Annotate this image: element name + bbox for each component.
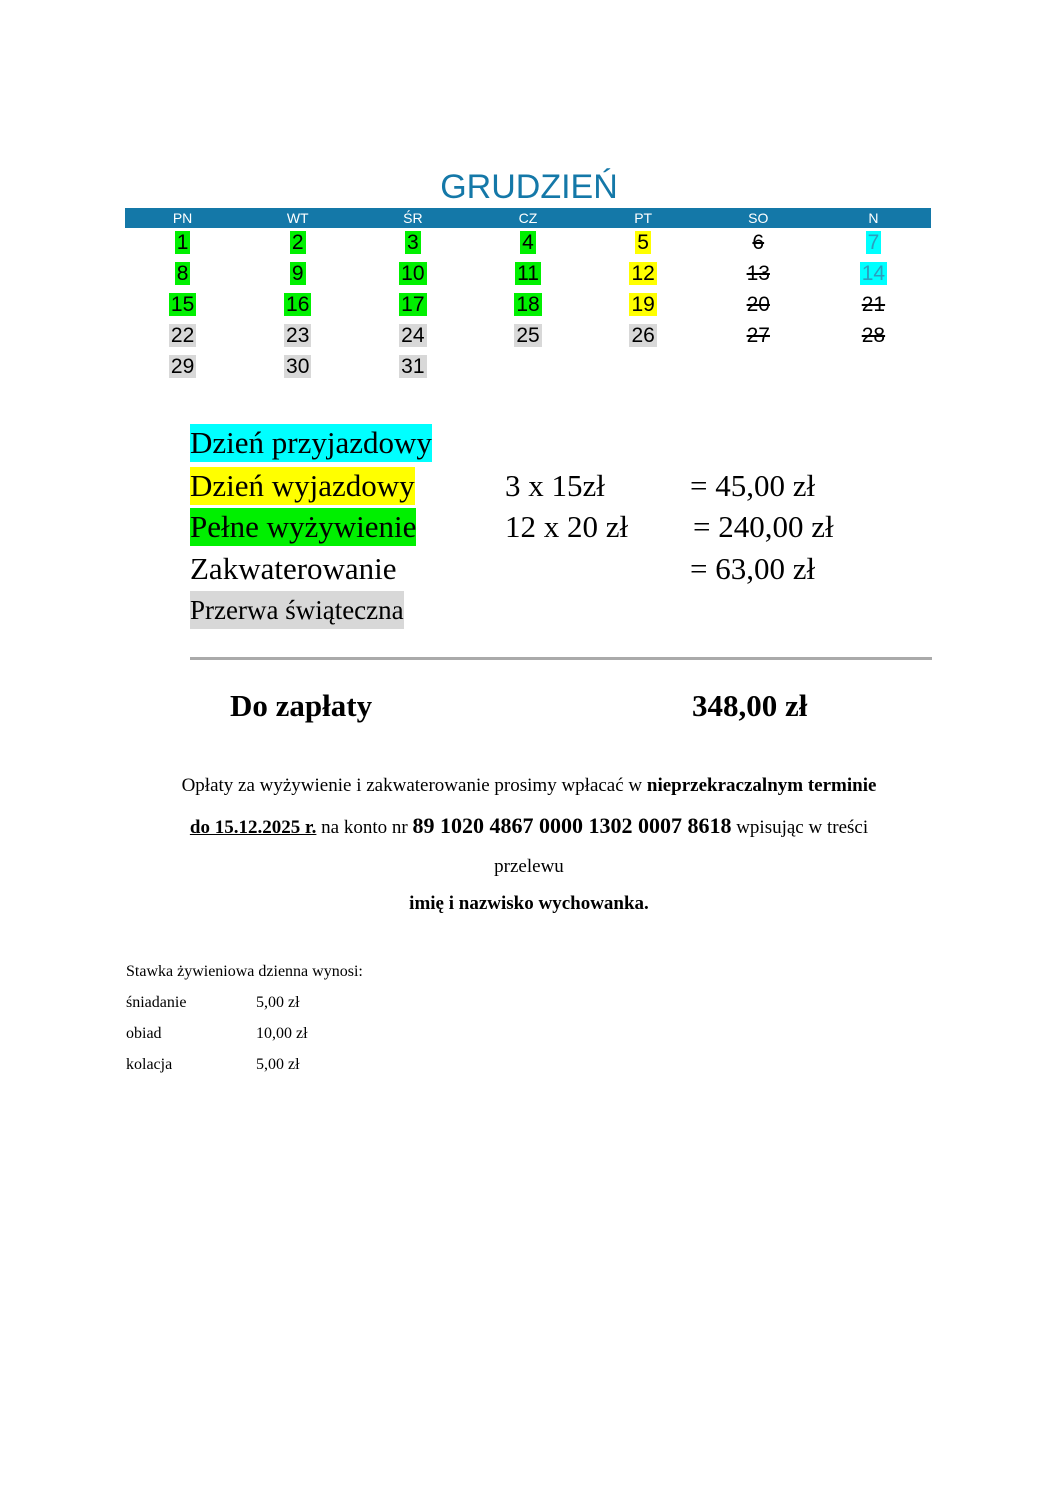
calendar-day (240, 259, 355, 290)
calendar-day (586, 290, 701, 321)
calendar-day-number: 30 (286, 355, 310, 378)
calendar-day-number: 15 (170, 293, 195, 316)
calendar-day-number: 13 (746, 262, 770, 285)
total-label: Do zapłaty (230, 688, 373, 723)
rate-row (126, 1055, 363, 1086)
weekday-wed: ŚR (403, 210, 423, 226)
calendar-day-number: 7 (867, 231, 880, 254)
legend-arrival-label: Dzień przyjazdowy (190, 425, 432, 460)
calendar-day (701, 259, 816, 290)
calendar-day (816, 352, 931, 383)
weekday-mon: PN (172, 210, 193, 226)
account-number: 89 1020 4867 0000 1302 0007 8618 (412, 813, 732, 838)
calendar-day (240, 228, 355, 259)
rate-row (126, 1024, 363, 1055)
calendar-day-number: 3 (407, 231, 419, 254)
calendar-day-number: 5 (637, 231, 649, 254)
calendar-day-number: 18 (516, 293, 540, 316)
calendar-day-number: 28 (861, 324, 886, 347)
calendar-day-number: 11 (517, 262, 539, 285)
calendar-day (240, 321, 355, 352)
calendar-day-number: 14 (861, 262, 886, 285)
calendar-day-number: 23 (286, 324, 310, 347)
calendar-day-number: 17 (401, 293, 425, 316)
legend-accommodation-label: Zakwaterowanie (190, 551, 397, 586)
calendar-day (701, 352, 816, 383)
calendar-day (125, 290, 240, 321)
payment-deadline-date: do 15.12.2025 r. (189, 817, 317, 838)
calendar-title: GRUDZIEŃ (440, 168, 618, 206)
calendar-day (701, 321, 816, 352)
meal-rates (126, 962, 363, 1086)
meal-rates-title: Stawka żywieniowa dzienna wynosi: (126, 963, 363, 980)
calendar-day (355, 228, 470, 259)
weekday-header (125, 208, 931, 228)
legend-accommodation-result: = 63,00 zł (690, 551, 816, 586)
calendar-day (586, 352, 701, 383)
weekday-thu: CZ (518, 210, 538, 226)
calendar-day (816, 290, 931, 321)
calendar-week-row (125, 290, 931, 321)
calendar-day (125, 321, 240, 352)
calendar-day (816, 259, 931, 290)
calendar-day (240, 290, 355, 321)
calendar-day (470, 352, 585, 383)
account-prefix: na konto nr (316, 817, 413, 838)
calendar-week-row (125, 228, 931, 259)
weekday-sun: N (868, 210, 879, 226)
calendar-day-number: 6 (752, 231, 765, 254)
calendar-day (816, 321, 931, 352)
payment-info-line-4: imię i nazwisko wychowanka. (409, 893, 649, 914)
calendar-day (355, 321, 470, 352)
calendar-day (586, 259, 701, 290)
legend-departure-label: Dzień wyjazdowy (190, 468, 415, 503)
calendar-day-number: 4 (522, 231, 534, 254)
calendar-day-number: 27 (746, 324, 770, 347)
calendar-week-row (125, 321, 931, 352)
calendar-day-number: 29 (170, 355, 195, 378)
calendar-day (125, 259, 240, 290)
calendar-day (470, 228, 585, 259)
calendar-day (355, 259, 470, 290)
legend-full-board-label: Pełne wyżywienie (190, 509, 417, 544)
legend-departure-result: = 45,00 zł (690, 468, 816, 503)
calendar-day (355, 290, 470, 321)
calendar-day-number: 8 (176, 262, 189, 285)
calendar-day (470, 290, 585, 321)
legend-full-board-calc: 12 x 20 zł (505, 509, 629, 544)
calendar-day (470, 259, 585, 290)
calendar-day-number: 24 (401, 324, 425, 347)
calendar-week-row (125, 352, 931, 383)
calendar-day (816, 228, 931, 259)
calendar-day (701, 290, 816, 321)
weekday-sat: SO (748, 210, 769, 226)
calendar-grid (125, 228, 931, 383)
rate-price: 5,00 zł (256, 1056, 300, 1073)
rate-row (126, 993, 363, 1024)
summary-divider (190, 657, 932, 660)
weekday-tue: WT (286, 210, 309, 226)
total-value: 348,00 zł (692, 688, 808, 723)
calendar-day (240, 352, 355, 383)
payment-info-text: Opłaty za wyżywienie i zakwaterowanie prosimy wpłacać w (181, 775, 647, 796)
calendar-week-row (125, 259, 931, 290)
weekday-fri: PT (634, 210, 653, 226)
rate-name: śniadanie (126, 994, 187, 1011)
calendar-day (586, 228, 701, 259)
calendar-day-number: 2 (291, 231, 304, 254)
calendar-day (586, 321, 701, 352)
calendar-day-number: 10 (401, 262, 425, 285)
payment-info-line-2 (0, 813, 1058, 839)
calendar-day (355, 352, 470, 383)
calendar-day-number: 26 (631, 324, 655, 347)
rate-name: kolacja (126, 1056, 173, 1073)
calendar-day-number: 1 (176, 231, 189, 254)
calendar-day-number: 9 (291, 262, 304, 285)
calendar-day-number: 22 (170, 324, 195, 347)
rate-name: obiad (126, 1025, 162, 1042)
payment-info-line-1 (0, 775, 1058, 797)
calendar-day (470, 321, 585, 352)
calendar-day-number: 12 (631, 262, 655, 285)
calendar-day-number: 25 (516, 324, 540, 347)
rate-price: 10,00 zł (256, 1025, 308, 1042)
legend-holiday-break-label: Przerwa świąteczna (190, 591, 404, 629)
calendar-day-number: 21 (861, 293, 886, 316)
calendar-day-number: 20 (746, 293, 770, 316)
legend-full-board-result: = 240,00 zł (693, 509, 834, 544)
rate-price: 5,00 zł (256, 994, 300, 1011)
calendar-day-number: 19 (631, 293, 655, 316)
payment-deadline-emphasis: nieprzekraczalnym terminie (646, 775, 877, 796)
transfer-note: wpisując w treści (731, 817, 869, 838)
legend-departure-calc: 3 x 15zł (505, 468, 605, 503)
calendar-day (701, 228, 816, 259)
calendar-day-number: 16 (286, 293, 310, 316)
calendar-day (125, 352, 240, 383)
calendar-day-number: 31 (401, 355, 425, 378)
payment-info-line-3: przelewu (494, 856, 564, 877)
calendar-day (125, 228, 240, 259)
